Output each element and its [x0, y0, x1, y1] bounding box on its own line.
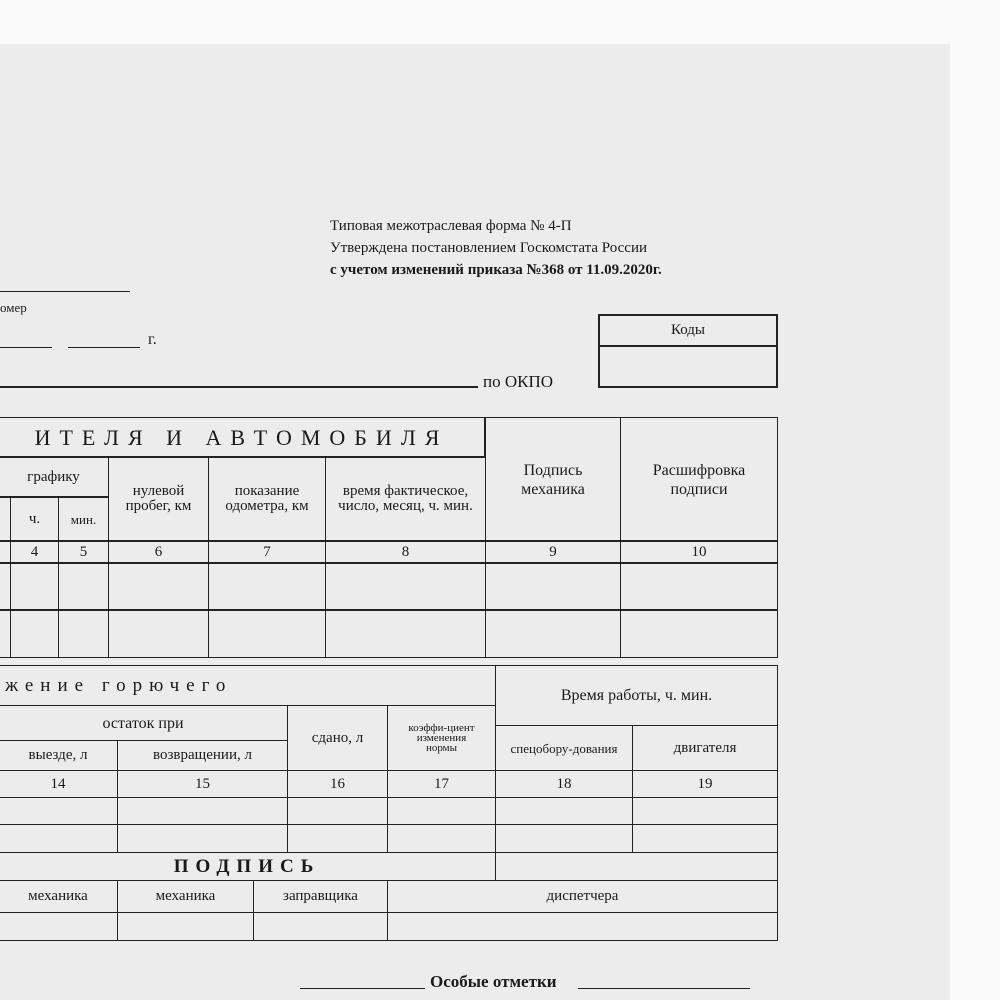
- col-number: 5: [58, 540, 109, 564]
- signature-field[interactable]: [253, 912, 388, 941]
- col-number: 4: [10, 540, 59, 564]
- col-number: 19: [632, 770, 778, 798]
- zero-mileage-header: нулевой пробег, км: [108, 456, 209, 542]
- sig-label: механика: [117, 880, 254, 913]
- col-number: 16: [287, 770, 388, 798]
- okpo-code-field[interactable]: [598, 345, 778, 388]
- codes-header: [598, 314, 778, 347]
- col-number: 9: [485, 540, 621, 564]
- organization-line[interactable]: [0, 386, 478, 388]
- mechanic-signature-header: Подпись механика: [485, 417, 621, 542]
- special-marks-label: Особые отметки: [430, 972, 557, 991]
- signature-field[interactable]: [117, 912, 254, 941]
- signature-field[interactable]: [387, 912, 778, 941]
- col-number: 6: [108, 540, 209, 564]
- form-line-1: Типовая межотраслевая форма № 4-П: [330, 218, 572, 234]
- form-line-3: с учетом изменений приказа №368 от 11.09.2020г.: [330, 262, 662, 278]
- col-number: 7: [208, 540, 326, 564]
- minutes-header: мин.: [58, 496, 109, 542]
- signature-decoding-header: Расшифровка подписи: [620, 417, 778, 542]
- col-number: 8: [325, 540, 486, 564]
- handed-header: сдано, л: [287, 705, 388, 771]
- special-marks-line[interactable]: [578, 988, 750, 989]
- coefficient-header: коэффи-циент изменения нормы: [387, 705, 496, 771]
- sig-label: диспетчера: [387, 880, 778, 913]
- remainder-header: остаток при: [0, 705, 288, 741]
- number-line[interactable]: [0, 291, 130, 292]
- col-number: 14: [0, 770, 118, 798]
- form-line-2: Утверждена постановлением Госкомстата России: [330, 240, 648, 256]
- table1-title: ИТЕЛЯ И АВТОМОБИЛЯ: [0, 417, 485, 458]
- col-number: 17: [387, 770, 496, 798]
- hours-header: ч.: [10, 496, 59, 542]
- date-line-year[interactable]: [68, 347, 140, 348]
- departure-header: выезде, л: [0, 740, 118, 771]
- signature-title: ПОДПИСЬ: [0, 852, 496, 881]
- signature-field[interactable]: [0, 912, 118, 941]
- okpo-label: по ОКПО: [483, 372, 554, 391]
- engine-header: двигателя: [632, 725, 778, 771]
- sig-label: заправщика: [253, 880, 388, 913]
- actual-time-header: время фактическое, число, месяц, ч. мин.: [325, 456, 486, 542]
- codes-label: Коды: [670, 322, 706, 338]
- col-number: 18: [495, 770, 633, 798]
- table2-title: жение горючего: [0, 665, 496, 706]
- return-header: возвращении, л: [117, 740, 288, 771]
- col-number: 15: [117, 770, 288, 798]
- schedule-header: графику: [0, 456, 109, 498]
- col-number: 10: [620, 540, 778, 564]
- number-label: омер: [0, 300, 27, 315]
- date-line-month[interactable]: [0, 347, 52, 348]
- special-equipment-header: спецобору-дования: [495, 725, 633, 771]
- odometer-header: показание одометра, км: [208, 456, 326, 542]
- sig-label: механика: [0, 880, 118, 913]
- year-suffix: г.: [148, 331, 157, 348]
- work-time-header: Время работы, ч. мин.: [495, 665, 778, 726]
